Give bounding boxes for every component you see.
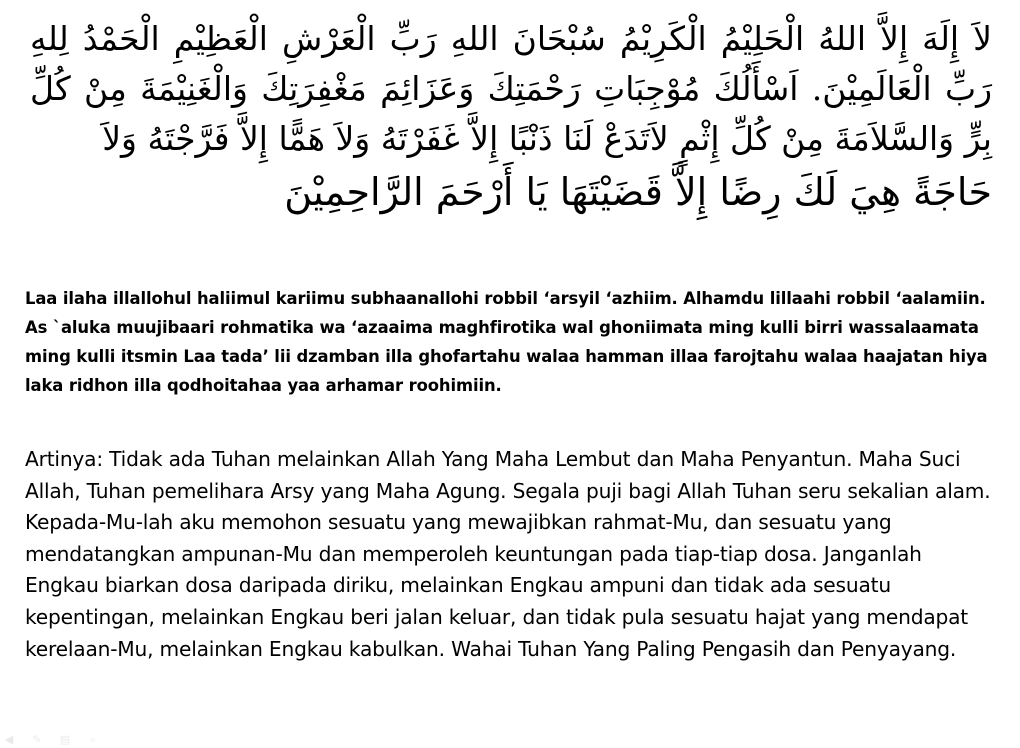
arabic-prayer-text bbox=[30, 14, 992, 220]
arabic-prayer-last-line: حَاجَةً هِيَ لَكَ رِضًا إِلاَّ قَضَيْتَهَا يَا أَرْحَمَ الرَّاحِمِيْنَ bbox=[284, 170, 992, 214]
pen-icon[interactable]: ✎ bbox=[32, 733, 42, 746]
zoom-icon[interactable]: ⌕ bbox=[89, 733, 97, 746]
transliteration-paragraph: Laa ilaha illallohul haliimul kariimu subhaanallohi robbil ‘arsyil ‘azhiim. Alhamdu lillaahi robbil ‘aalamiin. As `aluka muujibaari rohmatika wa ‘azaaima maghfirotika wal ghoniimata ming kulli birri wassalaamata ming kulli itsmin Laa tada’ lii dzamban illa ghofartahu walaa hamman illaa farojtahu walaa haajatan hiya laka ridhon illa qodhoitahaa yaa arhamar roohimiin. bbox=[25, 289, 988, 395]
slideshow-controls bbox=[0, 734, 102, 748]
arabic-prayer-main: لاَ إِلَهَ إِلاَّ اللهُ الْحَلِيْمُ الْكَرِيْمُ سُبْحَانَ اللهِ رَبِّ الْعَرْشِ الْعَظِيْمِ الْحَمْدُ لِلهِ رَبِّ الْعَالَمِيْنَ. اَسْأَلُكَ مُوْجِبَاتِ رَحْمَتِكَ وَعَزَائِمَ مَغْفِرَتِكَ وَالْغَنِيْمَةَ مِنْ كُلِّ بِرٍّ وَالسَّلاَمَةَ مِنْ كُلِّ إِثْمٍ لاَتَدَعْ لَنَا ذَنْبًا إِلاَّ غَفَرْتَهُ وَلاَ هَمًّا إِلاَّ فَرَّجْتَهُ وَلاَ bbox=[30, 19, 992, 158]
translation-paragraph: Artinya: Tidak ada Tuhan melainkan Allah Yang Maha Lembut dan Maha Penyantun. Maha Suci Allah, Tuhan pemelihara Arsy yang Maha Agung. Segala puji bagi Allah Tuhan seru sekalian alam. Kepada-Mu-lah aku memohon sesuatu yang mewajibkan rahmat-Mu, dan sesuatu yang mendatangkan ampunan-Mu dan memperoleh keuntungan pada tiap-tiap dosa. Janganlah Engkau biarkan dosa daripada diriku, melainkan Engkau ampuni dan tidak ada sesuatu kepentingan, melainkan Engkau beri jalan keluar, dan tidak pula sesuatu hajat yang mendapat kerelaan-Mu, melainkan Engkau kabulkan. Wahai Tuhan Yang Paling Pengasih dan Penyayang. bbox=[25, 447, 991, 661]
arrow-left-icon[interactable]: ◀ bbox=[4, 733, 14, 746]
slides-icon[interactable]: ▤ bbox=[59, 733, 71, 746]
